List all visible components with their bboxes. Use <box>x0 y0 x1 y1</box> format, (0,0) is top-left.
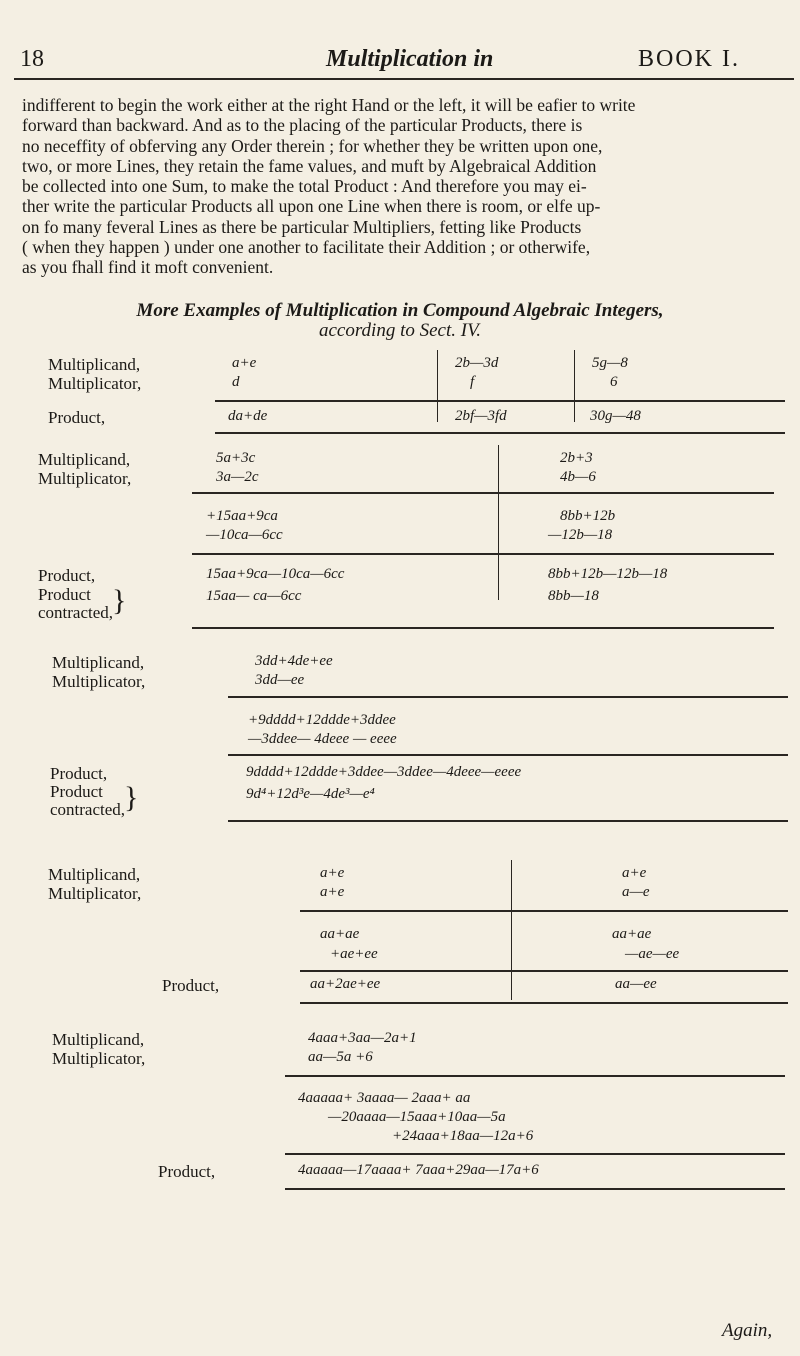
ex1-col3-multiplicand: 5g—8 <box>592 355 628 371</box>
multiplicator-label: Multiplicator, <box>48 374 142 393</box>
ex1-col1-multiplicator: d <box>232 374 240 390</box>
ex5-multiplicand: 4aaa+3aa—2a+1 <box>308 1030 417 1046</box>
ex1-divider <box>574 350 575 422</box>
ex1-col3-multiplicator: 6 <box>610 374 618 390</box>
ex4-col1-product: aa+2ae+ee <box>310 976 381 992</box>
ex4-col2-partial: aa+ae <box>612 926 652 942</box>
ex3-contracted: 9d⁴+12d³e—4de³—e⁴ <box>246 786 375 802</box>
ex2-col2-multiplicator: 4b—6 <box>560 469 596 485</box>
ex4-col1-partial: aa+ae <box>320 926 360 942</box>
ex3-partial: +9dddd+12ddde+3ddee <box>248 712 396 728</box>
ex2-rule <box>192 553 774 555</box>
intro-line: forward than backward. And as to the placing of the particular Products, there is <box>22 115 583 136</box>
product-label: Product, <box>158 1162 216 1181</box>
running-title: Multiplication in <box>326 46 494 72</box>
intro-paragraph <box>22 95 792 278</box>
ex2-col1-multiplicator: 3a—2c <box>216 469 259 485</box>
ex5-partial: +24aaa+18aa—12a+6 <box>392 1128 534 1144</box>
multiplicand-label: Multiplicand, <box>48 355 141 374</box>
ex4-col1-partial: +ae+ee <box>330 946 378 962</box>
ex1-col2-product: 2bf—3fd <box>455 408 507 424</box>
product-contracted-label: contracted, <box>50 800 126 819</box>
page-number: 18 <box>20 46 44 72</box>
ex4-col2-multiplicand: a+e <box>622 865 647 881</box>
ex2-col1-multiplicand: 5a+3c <box>216 450 256 466</box>
product-contracted-label: Product <box>50 782 103 801</box>
intro-line: as you fhall find it moft convenient. <box>22 257 274 278</box>
page-header <box>14 40 794 74</box>
product-contracted-label: contracted, <box>38 603 114 622</box>
multiplicand-label: Multiplicand, <box>52 653 145 672</box>
ex4-col2-multiplicator: a—e <box>622 884 650 900</box>
ex2-col2-partial: —12b—18 <box>548 527 613 543</box>
ex2-col2-contracted: 8bb—18 <box>548 588 599 604</box>
ex3-rule <box>228 754 788 756</box>
section-title: More Examples of Multiplication in Compound Algebraic Integers, <box>136 300 664 321</box>
ex5-partial: 4aaaaa+ 3aaaa— 2aaa+ aa <box>298 1090 471 1106</box>
multiplicand-label: Multiplicand, <box>38 450 131 469</box>
ex5-product: 4aaaaa—17aaaa+ 7aaa+29aa—17a+6 <box>298 1162 539 1178</box>
brace: } <box>112 584 127 617</box>
ex2-col1-product: 15aa+9ca—10ca—6cc <box>206 566 345 582</box>
product-label: Product, <box>50 764 108 783</box>
ex5-multiplicator: aa—5a +6 <box>308 1049 373 1065</box>
intro-line: on fo many feveral Lines as there be particular Multipliers, fetting like Products <box>22 216 582 237</box>
ex2-col1-contracted: 15aa— ca—6cc <box>206 588 302 604</box>
ex1-rule <box>215 400 785 402</box>
ex4-col2-product: aa—ee <box>615 976 657 992</box>
product-label: Product, <box>38 566 96 585</box>
ex1-end-rule <box>215 432 785 434</box>
header-rule <box>14 78 794 80</box>
book-label: BOOK I. <box>638 46 740 72</box>
ex1-col3-product: 30g—48 <box>590 408 641 424</box>
ex4-end-rule <box>300 1002 788 1004</box>
ex3-product: 9dddd+12ddde+3ddee—3ddee—4deee—eeee <box>246 764 522 780</box>
product-contracted-label: Product <box>38 585 91 604</box>
ex1-divider <box>437 350 438 422</box>
multiplicator-label: Multiplicator, <box>52 1049 146 1068</box>
ex3-end-rule <box>228 820 788 822</box>
product-label: Product, <box>48 408 106 427</box>
multiplicator-label: Multiplicator, <box>52 672 146 691</box>
ex4-divider <box>511 860 512 1000</box>
ex5-end-rule <box>285 1188 785 1190</box>
ex2-divider <box>498 445 499 600</box>
product-label: Product, <box>162 976 220 995</box>
intro-line: be collected into one Sum, to make the total Product : And therefore you may ei- <box>22 176 587 197</box>
ex4-col1-multiplicand: a+e <box>320 865 345 881</box>
multiplicator-label: Multiplicator, <box>48 884 142 903</box>
intro-line: ( when they happen ) under one another to facilitate their Addition ; or otherwife, <box>22 237 591 258</box>
ex2-end-rule <box>192 627 774 629</box>
multiplicand-label: Multiplicand, <box>52 1030 145 1049</box>
multiplicand-label: Multiplicand, <box>48 865 141 884</box>
ex5-rule <box>285 1153 785 1155</box>
ex1-col2-multiplicator: f <box>470 374 475 390</box>
ex2-rule <box>192 492 774 494</box>
ex2-col2-multiplicand: 2b+3 <box>560 450 593 466</box>
catchword: Again, <box>722 1320 773 1341</box>
ex2-col1-partial: +15aa+9ca <box>206 508 278 524</box>
ex2-col2-product: 8bb+12b—12b—18 <box>548 566 668 582</box>
intro-line: ther write the particular Products all upon one Line when there is room, or elfe up- <box>22 196 601 217</box>
multiplicator-label: Multiplicator, <box>38 469 132 488</box>
ex2-col2-partial: 8bb+12b <box>560 508 616 524</box>
ex1-col2-multiplicand: 2b—3d <box>455 355 499 371</box>
brace: } <box>124 781 139 814</box>
intro-line: indifferent to begin the work either at the right Hand or the left, it will be eafier to write <box>22 95 636 115</box>
ex5-rule <box>285 1075 785 1077</box>
ex4-rule <box>300 910 788 912</box>
ex3-partial: —3ddee— 4deee — eeee <box>248 731 397 747</box>
ex3-multiplicator: 3dd—ee <box>255 672 305 688</box>
ex1-col1-product: da+de <box>228 408 268 424</box>
ex1-col1-multiplicand: a+e <box>232 355 257 371</box>
intro-line: two, or more Lines, they retain the fame values, and muft by Algebraical Addition <box>22 155 597 176</box>
intro-line: no neceffity of obferving any Order therein ; for whether they be written upon one, <box>22 135 603 156</box>
ex3-multiplicand: 3dd+4de+ee <box>255 653 333 669</box>
ex4-col1-multiplicator: a+e <box>320 884 345 900</box>
ex3-rule <box>228 696 788 698</box>
ex4-rule <box>300 970 788 972</box>
ex5-partial: —20aaaa—15aaa+10aa—5a <box>328 1109 506 1125</box>
section-subtitle: according to Sect. IV. <box>319 320 481 341</box>
ex4-col2-partial: —ae—ee <box>625 946 680 962</box>
ex2-col1-partial: —10ca—6cc <box>206 527 283 543</box>
